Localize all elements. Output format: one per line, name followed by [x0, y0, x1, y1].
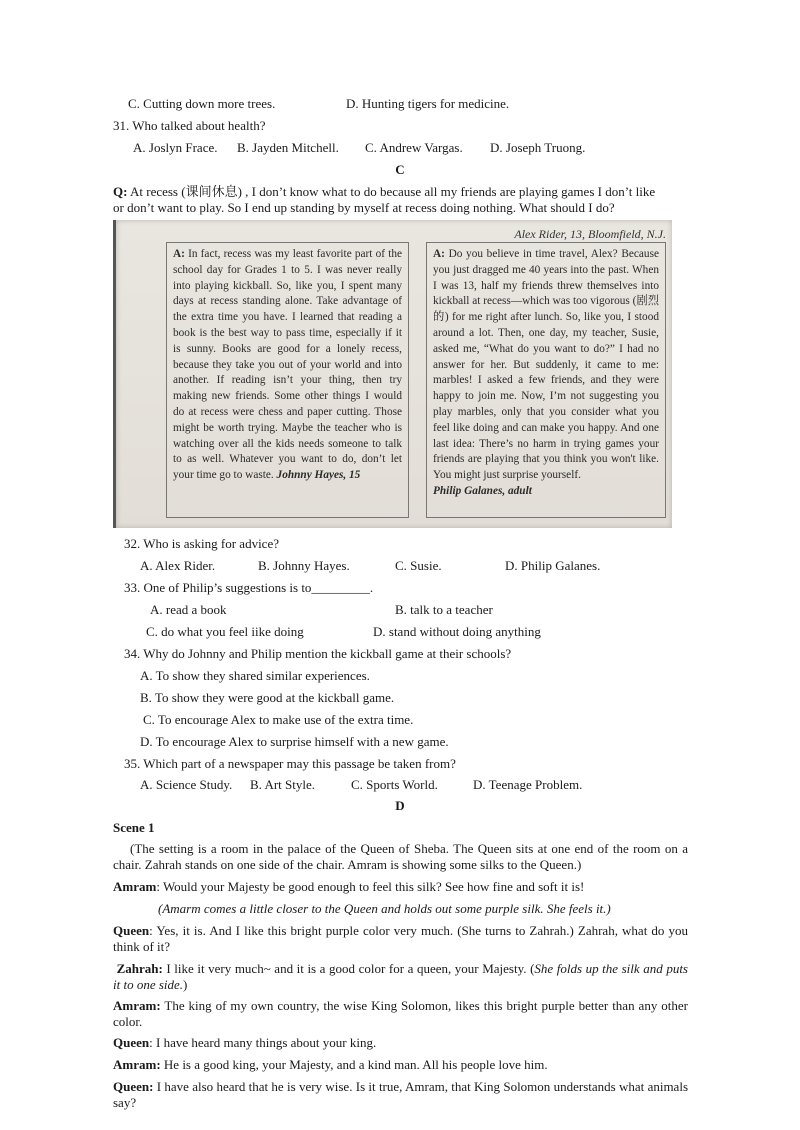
stage-text: (Amarm comes a little closer to the Queen and holds out some purple silk. She feels it.)	[158, 901, 611, 916]
q33-question: 33. One of Philip’s suggestions is to_________.	[124, 580, 374, 595]
scene-setting: (The setting is a room in the palace of the Queen of Sheba. The Queen sits at one end of the room on a chair. Zahrah stands on one side of the chair. Amram is showing some silks to the Queen.)	[113, 841, 688, 872]
q33-option-d: D. stand without doing anything	[373, 624, 541, 639]
line-queen-2	[113, 1035, 688, 1051]
q30-option-c: C. Cutting down more trees.	[128, 96, 276, 111]
dialogue: I like it very much~ and it is a good color for a queen, your Majesty. (	[162, 961, 535, 976]
q31-option-b: B. Jayden Mitchell.	[237, 140, 339, 155]
q35-option-d: D. Teenage Problem.	[473, 777, 583, 792]
q32-option-b: B. Johnny Hayes.	[258, 558, 350, 573]
speaker: Queen	[113, 923, 150, 938]
stage-direction-1	[158, 901, 611, 917]
q33-option-a: A. read a book	[150, 602, 227, 617]
q33-option-b: B. talk to a teacher	[395, 602, 493, 617]
line-zahrah-1	[113, 961, 688, 993]
dialogue: : I have heard many things about your king.	[149, 1035, 377, 1050]
q32-option-a: A. Alex Rider.	[140, 558, 216, 573]
section-c-heading: C	[395, 162, 405, 177]
q32-question: 32. Who is asking for advice?	[124, 536, 279, 551]
answer-signature: Johnny Hayes, 15	[276, 469, 361, 482]
line-amram-2	[113, 998, 688, 1030]
q32-option-d: D. Philip Galanes.	[505, 558, 601, 573]
q35-option-b: B. Art Style.	[250, 777, 316, 792]
passage-c-question-line-2: or don’t want to play. So I end up standing by myself at recess doing nothing. What should I do?	[113, 200, 615, 215]
stage-text: She folds up the silk and puts it to one side.	[113, 961, 688, 992]
speaker: Amram:	[113, 998, 161, 1013]
passage-c-question-line-1	[113, 184, 655, 200]
answer-label: A:	[173, 248, 185, 260]
line-amram-3	[113, 1057, 688, 1073]
q31-question: 31. Who talked about health?	[113, 118, 266, 133]
speaker: Zahrah:	[116, 961, 163, 976]
answer-text: In fact, recess was my least favorite part of the school day for Grades 1 to 5. I was never really into playing kickball. So, like you, I spent many days at recess standing alone. Take advantage of the extra time you have. I learned that reading a book is the best way to pass time, especially if it is sunny. Books are good for a lonely recess, because they take you out of your world and into another. If reading isn’t your thing, then try making new friends. Some other things I would do at recess were chess and paper cutting. Those might be worth trying. Maybe the teacher who is watching over all the kids needs someone to talk to as well. Whatever you want to do, don’t let your time go to waste.	[173, 248, 402, 482]
answer-column-johnny	[166, 242, 409, 518]
q31-option-c: C. Andrew Vargas.	[365, 140, 463, 155]
answer-label: A:	[433, 248, 445, 260]
q35-option-a: A. Science Study.	[140, 777, 233, 792]
q34-option-d: D. To encourage Alex to surprise himself with a new game.	[140, 734, 449, 749]
q32-option-c: C. Susie.	[395, 558, 442, 573]
question-label: Q:	[113, 184, 128, 199]
q31-option-d: D. Joseph Truong.	[490, 140, 586, 155]
question-text-1: At recess (课间休息) , I don’t know what to do because all my friends are playing games I don’t like	[127, 184, 656, 199]
q31-option-a: A. Joslyn Frace.	[133, 140, 218, 155]
answer-text: Do you believe in time travel, Alex? Because you just dragged me 40 years into the past. When I was 13, half my friends threw themselves into kickball at recess—which was too vigorous (剧烈的) for me right after lunch. So, like you, I stood around a lot. Then, one day, my teacher, Susie, asked me, “What do you want to do?” I had no answer for her. But suddenly, it came to me: marbles! I asked a few friends, and they were happy to join me. Now, I’m not suggesting you play marbles, only that you consider what you feel like doing and can make you happy. And one last idea: There’s no harm in trying games your friends are playing that you think you won't like. You might just surprise yourself.	[433, 248, 659, 482]
q34-option-a: A. To show they shared similar experiences.	[140, 668, 370, 683]
speaker: Amram	[113, 879, 157, 894]
answer-signature: Philip Galanes, adult	[433, 484, 532, 497]
speaker: Queen	[113, 1035, 150, 1050]
speaker: Amram:	[113, 1057, 161, 1072]
q33-option-c: C. do what you feel iike doing	[146, 624, 304, 639]
q35-question: 35. Which part of a newspaper may this passage be taken from?	[124, 756, 456, 771]
q34-option-c: C. To encourage Alex to make use of the extra time.	[143, 712, 414, 727]
line-amram-1	[113, 879, 688, 895]
line-queen-3	[113, 1079, 688, 1111]
passage-c-photo	[113, 220, 672, 528]
speaker: Queen:	[113, 1079, 154, 1094]
dialogue: The king of my own country, the wise King Solomon, likes this bright purple better than any other color.	[113, 998, 688, 1029]
scene-title: Scene 1	[113, 820, 155, 835]
line-queen-1	[113, 923, 688, 955]
dialogue-end: )	[183, 977, 188, 992]
q34-option-b: B. To show they were good at the kickball game.	[140, 690, 395, 705]
dialogue: He is a good king, your Majesty, and a kind man. All his people love him.	[160, 1057, 548, 1072]
q35-option-c: C. Sports World.	[351, 777, 438, 792]
q34-question: 34. Why do Johnny and Philip mention the kickball game at their schools?	[124, 646, 512, 661]
q30-option-d: D. Hunting tigers for medicine.	[346, 96, 510, 111]
dialogue: : Yes, it is. And I like this bright purple color very much. (She turns to Zahrah.) Zahrah, what do you think of it?	[113, 923, 688, 954]
dialogue: I have also heard that he is very wise. Is it true, Amram, that King Solomon understands what animals say?	[113, 1079, 688, 1110]
section-d-heading: D	[395, 798, 405, 813]
dialogue: : Would your Majesty be good enough to feel this silk? See how fine and soft it is!	[156, 879, 585, 894]
asker-credit: Alex Rider, 13, Bloomfield, N.J.	[514, 227, 666, 241]
answer-column-philip	[426, 242, 666, 518]
